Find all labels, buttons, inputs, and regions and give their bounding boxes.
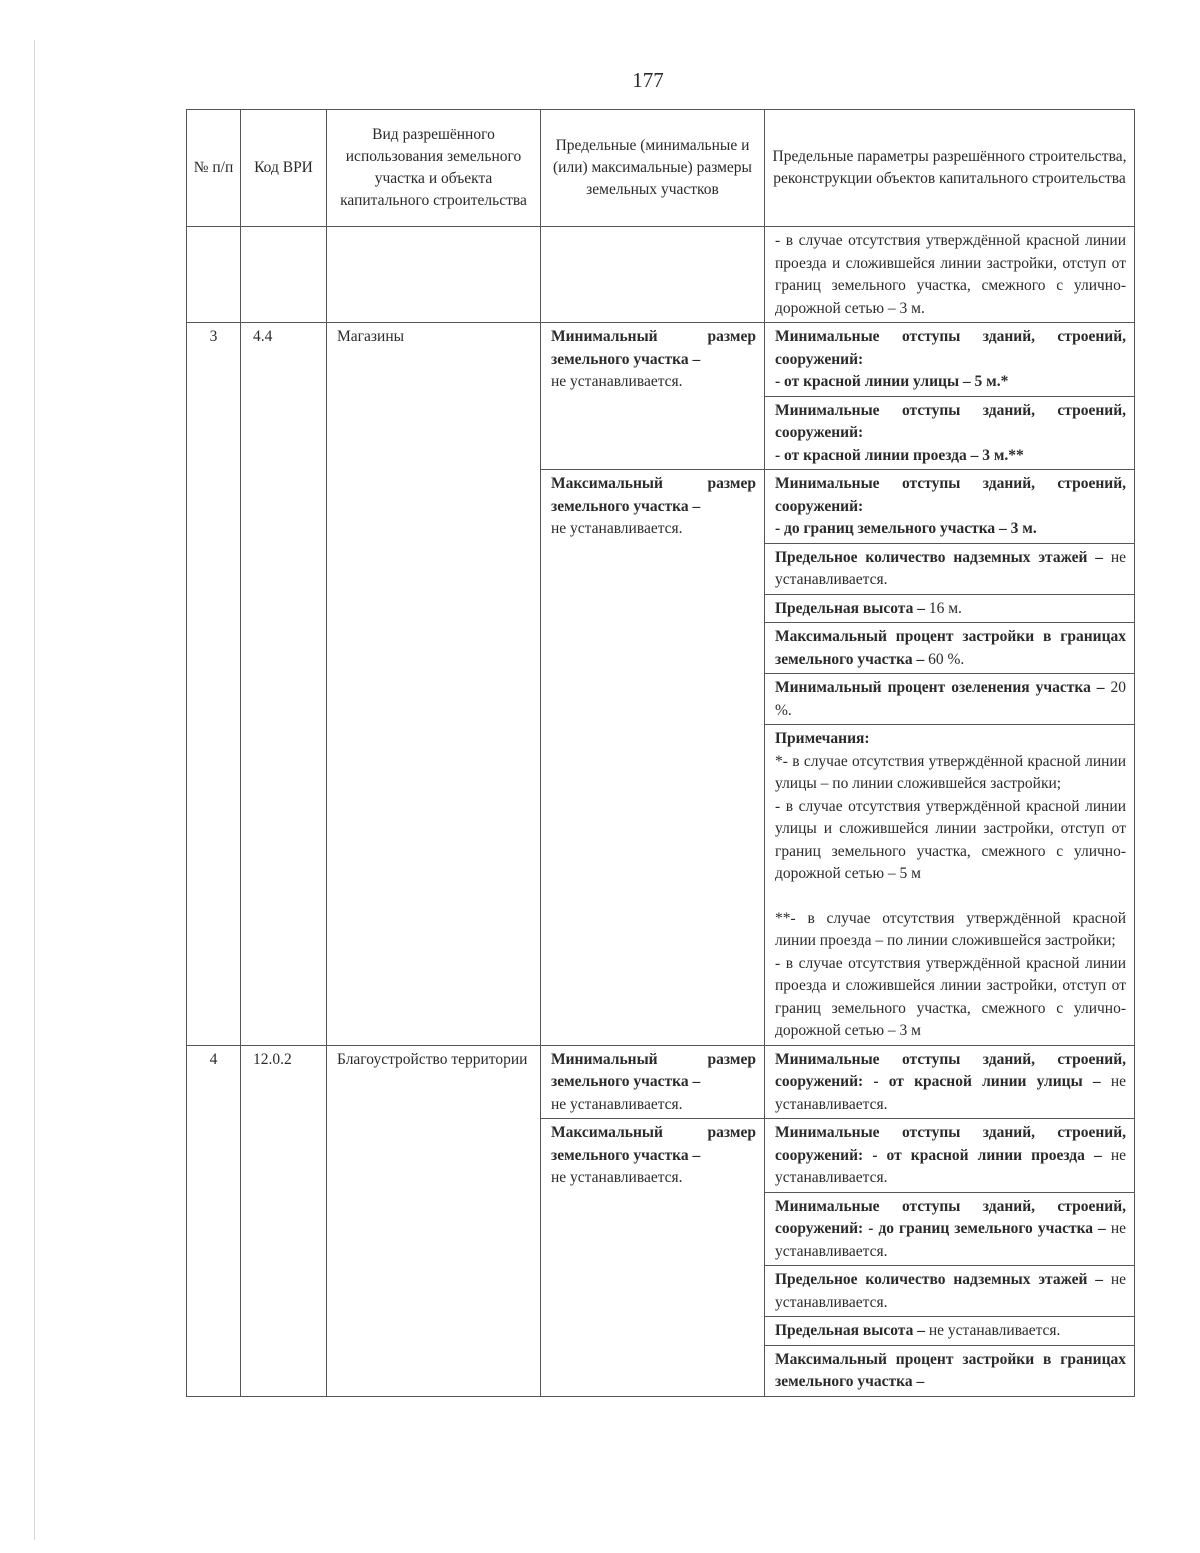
cont-num-cell bbox=[187, 227, 241, 323]
row4-param-max-4 bbox=[765, 1345, 1134, 1396]
regulations-table bbox=[186, 109, 1135, 1397]
cont-vid-cell bbox=[327, 227, 541, 323]
row4-vid: Благоустройство территории bbox=[327, 1045, 541, 1396]
row3-min-size-cell bbox=[541, 323, 765, 470]
row3-param-max-0 bbox=[765, 470, 1134, 543]
param-plain: не устанавливается. bbox=[775, 1271, 1126, 1311]
header-sizes: Предельные (минимальные и (или) максимальные) размеры земельных участков bbox=[541, 110, 765, 227]
row4-params-min-cell bbox=[765, 1045, 1135, 1119]
row3-min-size-bold: Минимальный размер земельного участка – bbox=[551, 328, 756, 368]
param-bold: Минимальные отступы зданий, строений, сооружений: bbox=[775, 328, 1126, 368]
param-bold: Минимальные отступы зданий, строений, сооружений: bbox=[775, 1197, 1126, 1237]
row4-code: 12.0.2 bbox=[241, 1045, 327, 1396]
param-plain: 20 %. bbox=[775, 679, 1126, 719]
row4-param-max-3 bbox=[765, 1317, 1134, 1346]
row4-num: 4 bbox=[187, 1045, 241, 1396]
cont-size-cell bbox=[541, 227, 765, 323]
param-plain: не устанавливается. bbox=[775, 1220, 1126, 1260]
table-row bbox=[187, 1045, 1135, 1119]
param-plain: не устанавливается. bbox=[775, 548, 1126, 588]
row3-code: 4.4 bbox=[241, 323, 327, 1046]
row4-min-size-bold: Минимальный размер земельного участка – bbox=[551, 1050, 756, 1090]
param-plain: не устанавливается. bbox=[775, 1146, 1126, 1186]
row4-max-size-bold: Максимальный размер земельного участка – bbox=[551, 1124, 756, 1164]
row4-param-max-1 bbox=[765, 1192, 1134, 1266]
param-bold: Предельное количество надземных этажей – bbox=[775, 1271, 1103, 1288]
row4-param-max-0 bbox=[765, 1119, 1134, 1192]
header-num: № п/п bbox=[187, 110, 241, 227]
param-bold: Предельная высота – bbox=[775, 599, 925, 617]
param-bold2: - от красной линии проезда – bbox=[872, 1146, 1102, 1164]
row4-min-size-cell bbox=[541, 1045, 765, 1119]
row4-max-size-cell bbox=[541, 1119, 765, 1397]
param-bold: Максимальный процент застройки в границах земельного участка – bbox=[775, 628, 1126, 668]
param-bold: Минимальные отступы зданий, строений, сооружений: bbox=[775, 475, 1126, 515]
param-bold2: - от красной линии проезда – 3 м.** bbox=[775, 446, 1024, 464]
header-params: Предельные параметры разрешённого строительства, реконструкции объектов капитального строительства bbox=[765, 110, 1135, 227]
row4-min-size-plain: не устанавливается. bbox=[551, 1095, 683, 1113]
param-plain: 60 %. bbox=[924, 650, 965, 668]
param-plain: не устанавливается. bbox=[924, 1322, 1061, 1339]
row3-param-min-1 bbox=[765, 396, 1134, 469]
page-number: 177 bbox=[632, 68, 664, 92]
param-bold2: - до границ земельного участка – bbox=[868, 1220, 1106, 1237]
param-bold: Минимальные отступы зданий, строений, сооружений: bbox=[775, 1124, 1126, 1164]
row4-max-size-plain: не устанавливается. bbox=[551, 1169, 683, 1186]
row4-param-max-2 bbox=[765, 1266, 1134, 1317]
row3-max-size bbox=[541, 470, 764, 543]
cont-code-cell bbox=[241, 227, 327, 323]
row3-max-size-cell bbox=[541, 470, 765, 1046]
notes-title: Примечания: bbox=[775, 730, 870, 747]
scan-edge-mark bbox=[34, 40, 35, 1540]
table-row-continuation bbox=[187, 227, 1135, 323]
param-bold2: - от красной линии улицы – 5 м.* bbox=[775, 373, 1009, 390]
notes-spacer bbox=[775, 886, 1126, 908]
row3-param-max-3 bbox=[765, 623, 1134, 674]
row3-max-size-bold: Максимальный размер земельного участка – bbox=[551, 475, 756, 515]
row3-num: 3 bbox=[187, 323, 241, 1046]
table-header-row bbox=[187, 110, 1135, 227]
row3-min-size bbox=[541, 323, 764, 396]
row3-max-size-plain: не устанавливается. bbox=[551, 520, 683, 537]
param-bold: Минимальные отступы зданий, строений, сооружений: bbox=[775, 401, 1126, 441]
note-4: - в случае отсутствия утверждённой красной линии проезда и сложившейся линии застройки, отступ от границ земельного участка, смежного с улично-дорожной сетью – 3 м bbox=[775, 954, 1126, 1039]
row3-notes bbox=[765, 725, 1134, 1045]
note-2: - в случае отсутствия утверждённой красной линии улицы и сложившейся линии застройки, отступ от границ земельного участка, смежного с улично-дорожной сетью – 5 м bbox=[775, 797, 1126, 882]
row4-param-min-0 bbox=[765, 1046, 1134, 1119]
param-bold2: - до границ земельного участка – 3 м. bbox=[775, 520, 1037, 537]
param-bold: Максимальный процент застройки в границах земельного участка – bbox=[775, 1350, 1126, 1390]
note-1: *- в случае отсутствия утверждённой красной линии улицы – по линии сложившейся застройки; bbox=[775, 752, 1126, 792]
row3-min-size-plain: не устанавливается. bbox=[551, 373, 683, 390]
param-bold2: - от красной линии улицы – bbox=[873, 1073, 1101, 1090]
table-row bbox=[187, 323, 1135, 470]
cont-params-cell bbox=[765, 227, 1135, 323]
row3-params-min-cell bbox=[765, 323, 1135, 470]
cont-params-text: - в случае отсутствия утверждённой красной линии проезда и сложившейся линии застройки, отступ от границ земельного участка, смежного с улично-дорожной сетью – 3 м. bbox=[775, 232, 1126, 317]
param-bold: Предельная высота – bbox=[775, 1322, 925, 1339]
note-3: **- в случае отсутствия утверждённой красной линии проезда – по линии сложившейся застройки; bbox=[775, 909, 1126, 949]
header-code: Код ВРИ bbox=[241, 110, 327, 227]
param-bold: Минимальные отступы зданий, строений, сооружений: bbox=[775, 1050, 1126, 1090]
row4-max-size bbox=[541, 1119, 764, 1192]
param-bold: Минимальный процент озеленения участка – bbox=[775, 679, 1105, 696]
param-bold: Предельное количество надземных этажей – bbox=[775, 548, 1103, 566]
row3-param-max-4 bbox=[765, 674, 1134, 725]
row4-min-size bbox=[541, 1046, 764, 1119]
row3-param-max-2 bbox=[765, 594, 1134, 623]
row3-params-max-cell bbox=[765, 470, 1135, 1046]
row3-param-min-0 bbox=[765, 323, 1134, 396]
param-plain: 16 м. bbox=[924, 599, 962, 617]
param-plain: не устанавливается. bbox=[775, 1073, 1126, 1113]
header-vid: Вид разрешённого использования земельного участка и объекта капитального строительства bbox=[327, 110, 541, 227]
row4-params-max-cell bbox=[765, 1119, 1135, 1397]
row3-param-max-1 bbox=[765, 543, 1134, 594]
row3-vid: Магазины bbox=[327, 323, 541, 1046]
